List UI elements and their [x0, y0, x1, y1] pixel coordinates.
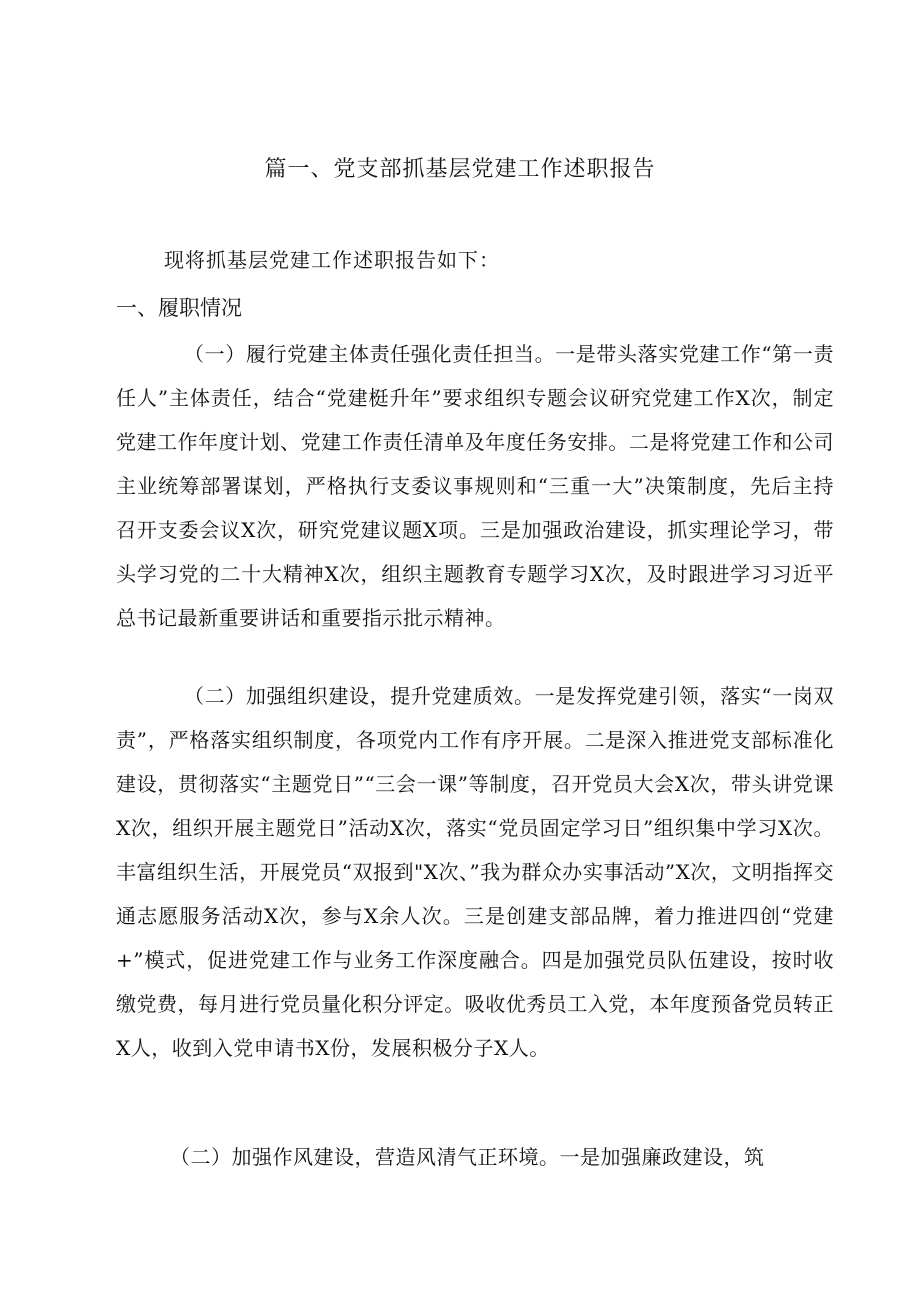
paragraph-duty-responsibility: （一）履行党建主体责任强化责任担当。一是带头落实党建工作“第一责任人”主体责任，结合“党建梃升年”要求组织专题会议研究党建工作X次，制定党建工作年度计划、党建工作责任清单及年度任务安排。二是将党建工作和公司主业统筹部署谋划，严格执行支委议事规则和“三重一大”决策制度，先后主持召开支委会议X次，研究党建议题X项。三是加强政治建设，抓实理论学习，带头学习党的二十大精神X次，组织主题教育专题学习X次，及时跟进学习习近平总书记最新重要讲话和重要指示批示精神。	[116, 342, 834, 630]
document-title: 篇一、党支部抓基层党建工作述职报告	[264, 157, 656, 182]
paragraph-style-building: （二）加强作风建设，营造风清气正环境。一是加强廉政建设，筑	[170, 1145, 765, 1169]
section-heading: 一、履职情况	[116, 296, 242, 320]
paragraph-organization-building: （二）加强组织建设，提升党建质效。一是发挥党建引领，落实“一岗双责”，严格落实组织制度，各项党内工作有序开展。二是深入推进党支部标准化建设，贯彻落实“主题党日”“三会一课”等制度，召开党员大会X次，带头讲党课X次，组织开展主题党日”活动X次，落实“党员固定学习日”组织集中学习X次。丰富组织生活，开展党员“双报到"X次、”我为群众办实事活动”X次，文明指挥交通志愿服务活动X次，参与X余人次。三是创建支部品牌，着力推进四创“党建+”模式，促进党建工作与业务工作深度融合。四是加强党员队伍建设，按时收缴党费，每月进行党员量化积分评定。吸收优秀员工入党，本年度预备党员转正X人，收到入党申请书X份，发展积极分子X人。	[116, 684, 834, 1060]
intro-text: 现将抓基层党建工作述职报告如下：	[164, 248, 500, 272]
